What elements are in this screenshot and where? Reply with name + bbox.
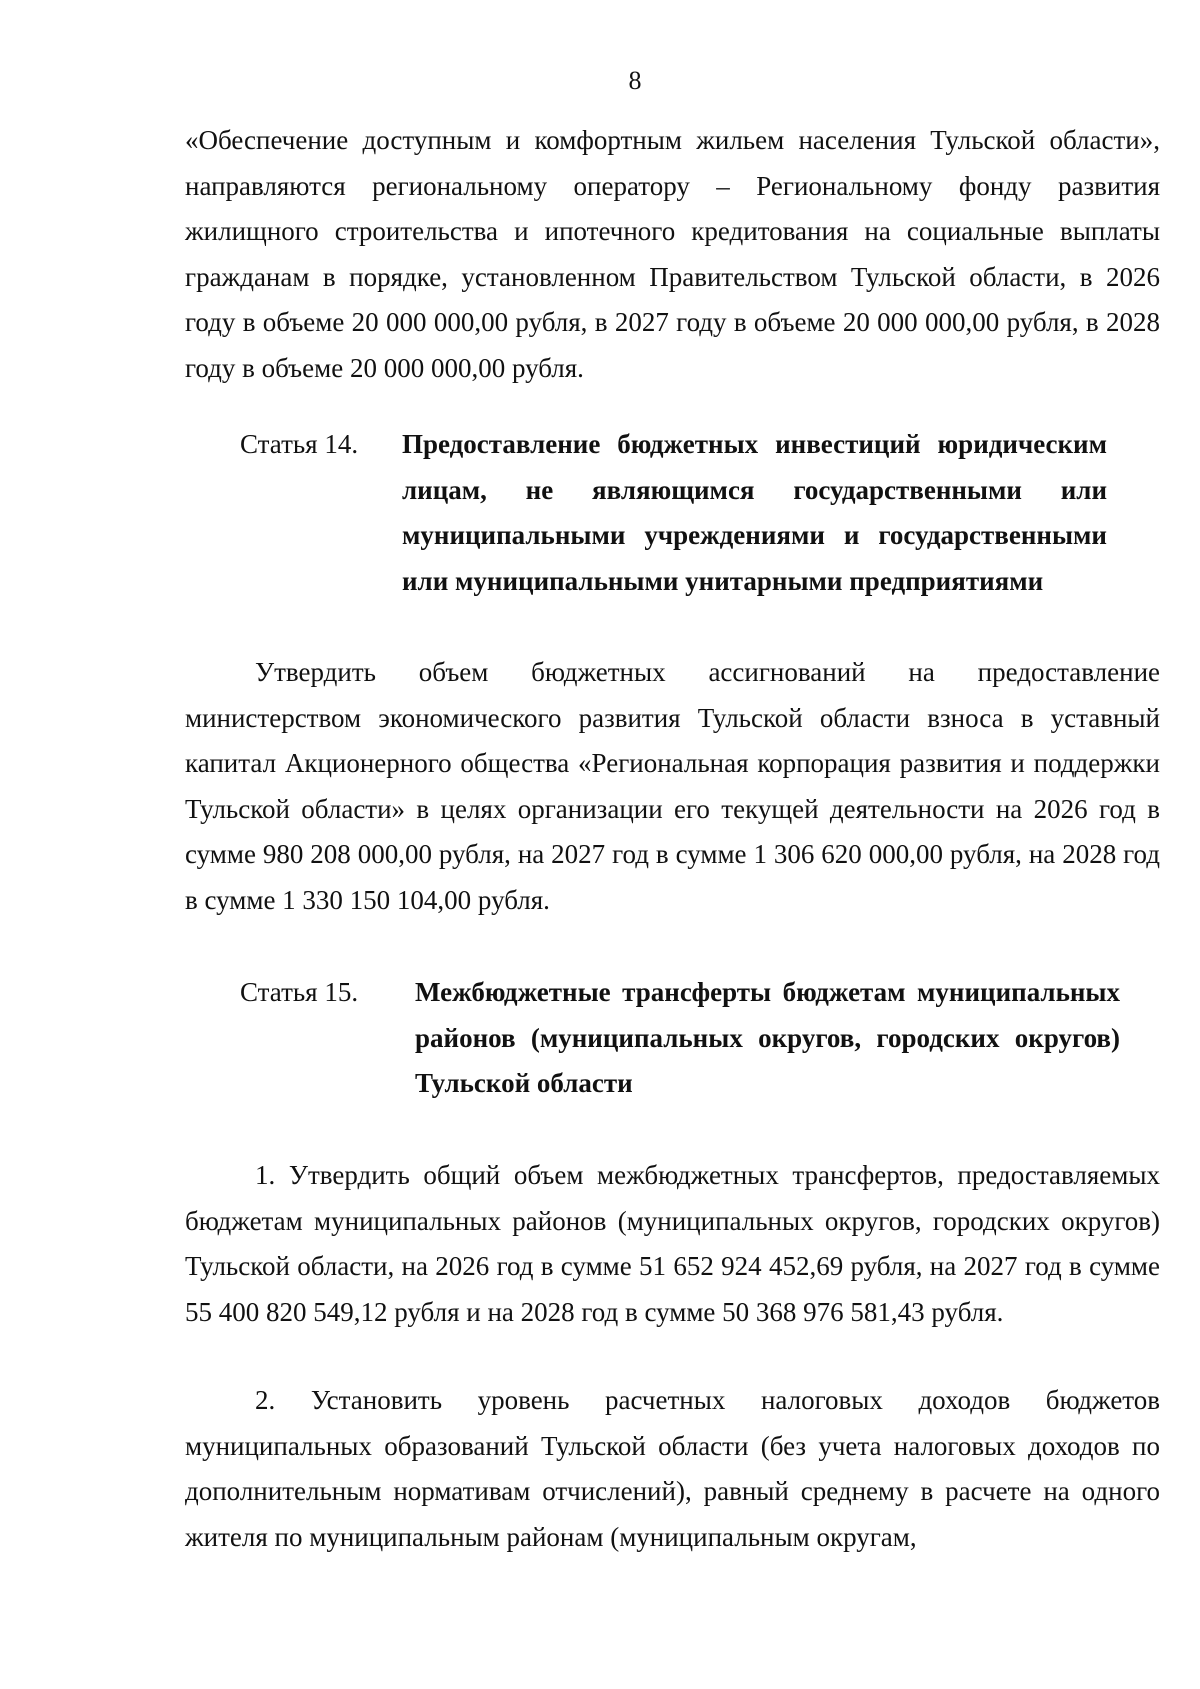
article-15-item-1-text: 1. Утвердить общий объем межбюджетных трансфертов, предоставляемых бюджетам муниципальных районов (муниципальных округов, городских округов) Тульской области, на 2026 год в сумме 51 652 924 452,69 рубля, на 2027 год в сумме 55 400 820 549,12 рубля и на 2028 год в сумме 50 368 976 581,43 рубля.: [185, 1160, 1160, 1327]
article-15-item-2: [185, 1378, 1160, 1560]
article-15-label: Статья 15.: [240, 977, 359, 1007]
page-number: 8: [628, 66, 642, 95]
paragraph-text: «Обеспечение доступным и комфортным жильем населения Тульской области», направляются региональному оператору – Региональному фонду развития жилищного строительства и ипотечного кредитования на социальные выплаты гражданам в порядке, установленном Правительством Тульской области, в 2026 году в объеме 20 000 000,00 рубля, в 2027 году в объеме 20 000 000,00 рубля, в 2028 году в объеме 20 000 000,00 рубля.: [185, 125, 1160, 383]
article-14-paragraph: Утвердить объем бюджетных ассигнований на предоставление министерством экономического развития Тульской области взноса в уставный капитал Акционерного общества «Региональная корпорация развития и поддержки Тульской области» в целях организации его текущей деятельности на 2026 год в сумме 980 208 000,00 рубля, на 2027 год в сумме 1 306 620 000,00 рубля, на 2028 год в сумме 1 330 150 104,00 рубля.: [185, 657, 1160, 915]
article-14-label: Статья 14.: [240, 429, 359, 459]
article-14-body: [185, 650, 1160, 923]
continuation-paragraph: [185, 118, 1160, 391]
article-14-title: Предоставление бюджетных инвестиций юридическим лицам, не являющимся государственными или муниципальными учреждениями и государственными или муниципальными унитарными предприятиями: [402, 429, 1107, 596]
article-15-item-1: [185, 1153, 1160, 1335]
article-15-title: Межбюджетные трансферты бюджетам муниципальных районов (муниципальных округов, городских округов) Тульской области: [415, 977, 1120, 1098]
article-15-item-2-text: 2. Установить уровень расчетных налоговых доходов бюджетов муниципальных образований Тульской области (без учета налоговых доходов по дополнительным нормативам отчислений), равный среднему в расчете на одного жителя по муниципальным районам (муниципальным округам,: [185, 1385, 1160, 1552]
